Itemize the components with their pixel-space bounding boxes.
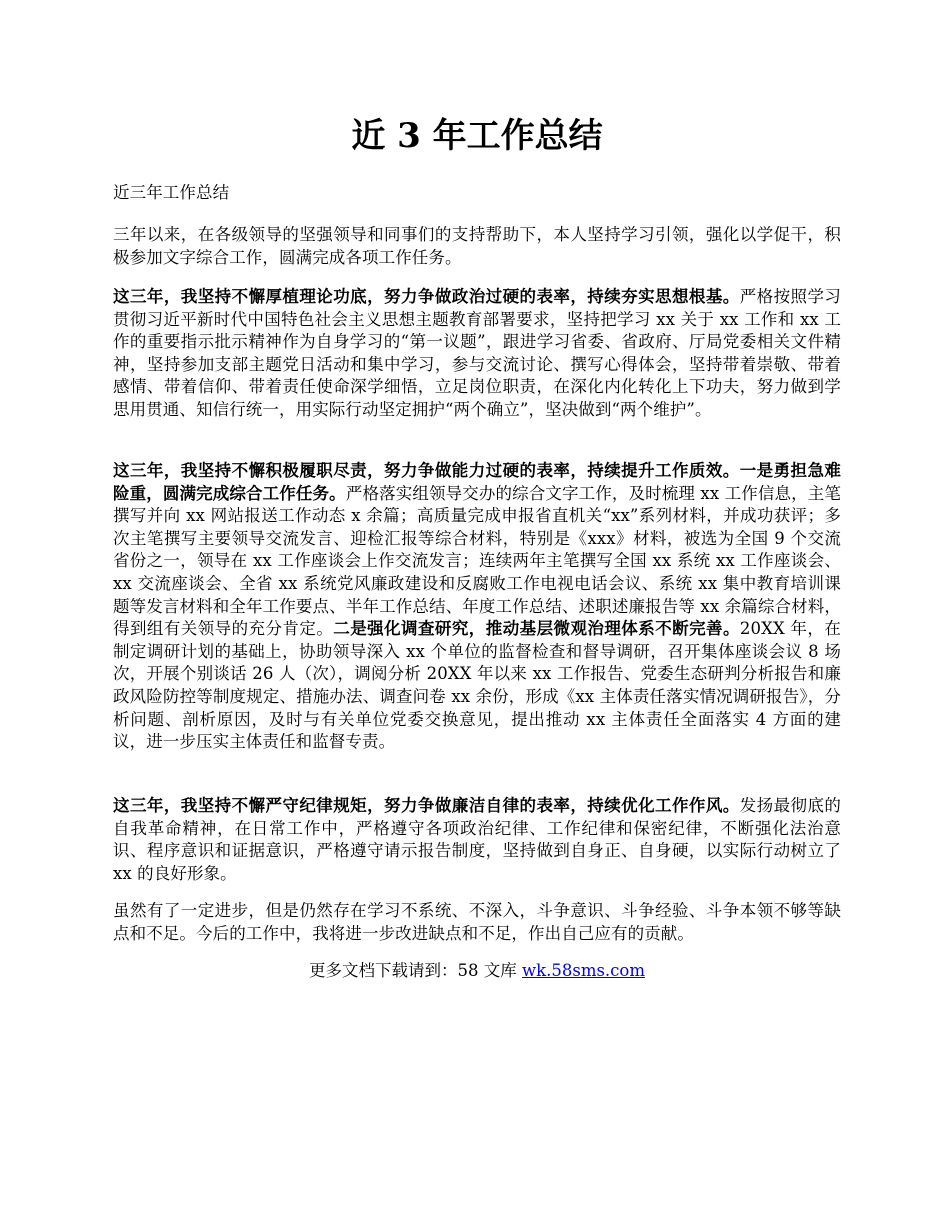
- section-theory-body: 严格按照学习贯彻习近平新时代中国特色社会主义思想主题教育部署要求，坚持把学习 xx 关于 xx 工作和 xx 工作的重要指示批示精神作为自身学习的“第一议题”，跟进学习省委、省政府、厅局党委相关文件精神，坚持参加支部主题党日活动和集中学习，参与交流讨论、撰写心得体会，坚持带着崇敬、带着感情、带着信仰、带着责任使命深学细悟，立足岗位职责，在深化内化转化上下功夫，努力做到学思用贯通、知信行统一，用实际行动坚定拥护“两个确立”，坚决做到“两个维护”。: [113, 287, 841, 419]
- download-footer: [113, 960, 841, 982]
- closing-paragraph: 虽然有了一定进步，但是仍然存在学习不系统、不深入，斗争意识、斗争经验、斗争本领不够等缺点和不足。今后的工作中，我将进一步改进缺点和不足，作出自己应有的贡献。: [113, 901, 841, 943]
- section-discipline-body: 发扬最彻底的自我革命精神，在日常工作中，严格遵守各项政治纪律、工作纪律和保密纪律，不断强化法治意识、程序意识和证据意识，严格遵守请示报告制度，坚持做到自身正、自身硬，以实际行动树立了 xx 的良好形象。: [113, 796, 841, 883]
- section-duty-paragraph: [113, 460, 841, 754]
- document-title: 近 3 年工作总结: [351, 116, 603, 156]
- intro-paragraph: 三年以来，在各级领导的坚强领导和同事们的支持帮助下，本人坚持学习引领，强化以学促干，积极参加文字综合工作，圆满完成各项工作任务。: [113, 225, 841, 267]
- section-theory-paragraph: [113, 286, 841, 422]
- document-subtitle: 近三年工作总结: [113, 183, 230, 202]
- footer-link[interactable]: wk.58sms.com: [521, 961, 645, 980]
- footer-text: 更多文档下载请到：58 文库: [308, 961, 522, 980]
- section-research-lead: 二是强化调查研究，推动基层微观治理体系不断完善。: [333, 619, 740, 639]
- section-discipline-paragraph: [113, 795, 841, 885]
- section-research-body: 20XX 年，在制定调研计划的基础上，协助领导深入 xx 个单位的监督检查和督导调研，召开集体座谈会议 8 场次，开展个别谈话 26 人（次），调阅分析 20XX 年以来 xx 工作报告、党委生态研判分析报告和廉政风险防控等制度规定、措施办法、调查问卷 xx 余份，形成《xx 主体责任落实情况调研报告》，分析问题、剖析原因，及时与有关单位党委交换意见，提出推动 xx 主体责任全面落实 4 方面的建议，进一步压实主体责任和监督专责。: [113, 619, 841, 752]
- section-theory-lead: 这三年，我坚持不懈厚植理论功底，努力争做政治过硬的表率，持续夯实思想根基。: [113, 287, 740, 306]
- section-discipline-lead: 这三年，我坚持不懈严守纪律规矩，努力争做廉洁自律的表率，持续优化工作作风。: [113, 796, 740, 815]
- section-duty-body: 严格落实组领导交办的综合文字工作，及时梳理 xx 工作信息，主笔撰写并向 xx 网站报送工作动态 x 余篇；高质量完成申报省直机关“xx”系列材料，并成功获评；多次主笔撰写主要领导交流发言、迎检汇报等综合材料，特别是《xxx》材料，被选为全国 9 个交流省份之一，领导在 xx 工作座谈会上作交流发言；连续两年主笔撰写全国 xx 系统 xx 工作座谈会、xx 交流座谈会、全省 xx 系统党风廉政建设和反腐败工作电视电话会议、系统 xx 集中教育培训课题等发言材料和全年工作要点、半年工作总结、年度工作总结、述职述廉报告等 xx 余篇综合材料，得到组有关领导的充分肯定。: [113, 483, 841, 639]
- section-duty-lead: 这三年，我坚持不懈积极履职尽责，努力争做能力过硬的表率，持续提升工作质效。一是勇担急难险重，圆满完成综合工作任务。: [113, 461, 841, 503]
